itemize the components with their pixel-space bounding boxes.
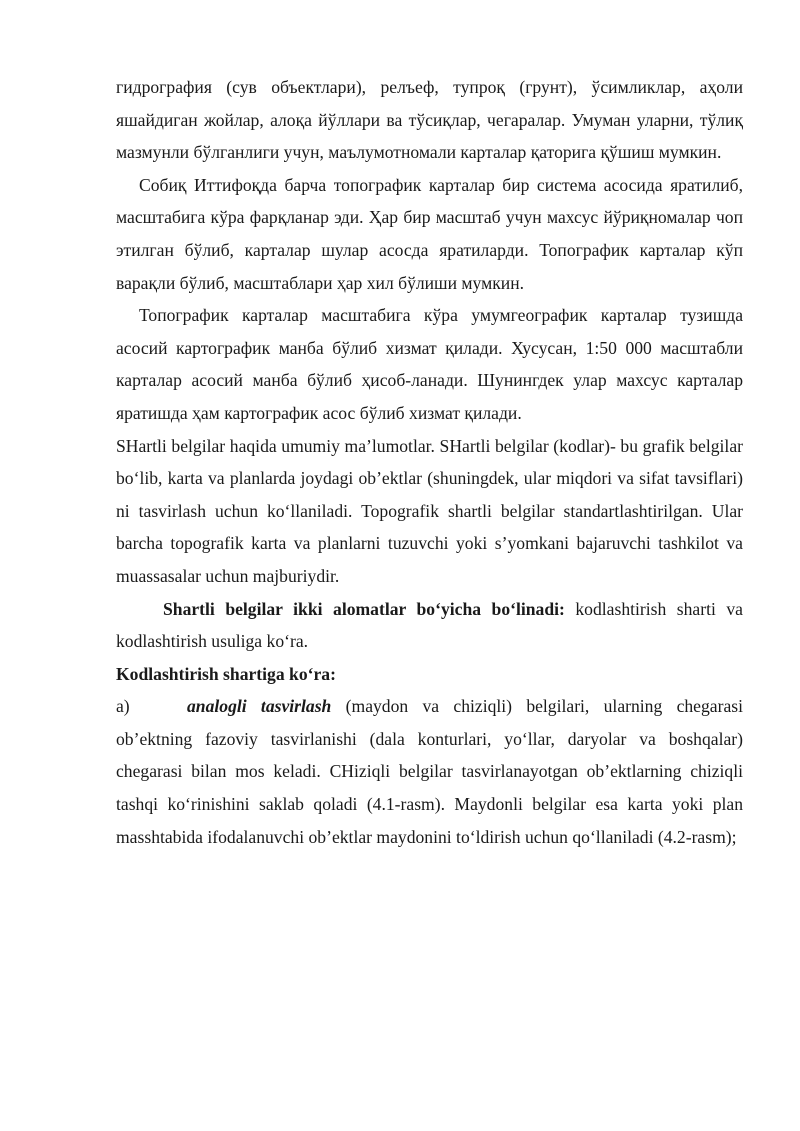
list-item-a: [116, 690, 743, 853]
paragraph-soviet-maps: Собиқ Иттифоқда барча топографик карталар бир система асосида яратилиб, масштабига кўра фарқланар эди. Ҳар бир масштаб учун махсус йўриқномалар чоп этилган бўлиб, карталар шулар асосда яратиларди. Топографик карталар кўп варақли бўлиб, масштаблари ҳар хил бўлиши мумкин.: [116, 174, 743, 293]
heading-coding-condition: Kodlashtirish shartiga ko‘ra:: [116, 663, 336, 684]
paragraph-conventional-signs: SHartli belgilar haqida umumiy ma’lumotlar. SHartli belgilar (kodlar)- bu grafik belgilar bo‘lib, karta va planlarda joydagi ob’ektlar (shuningdek, ular miqdori va sifat tavsiflari) ni tasvirlash uchun ko‘llaniladi. Topografik shartli belgilar standartlashtirilgan. Ular barcha topografik karta va planlarni tuzuvchi yoki s’yomkani bajaruvchi tashkilot va muassasalar uchun majburiydir.: [116, 435, 743, 586]
paragraph-sign-division: [116, 593, 743, 658]
list-item-a-text: (maydon va chiziqli) belgilari, ularning chegarasi ob’ektning fazoviy tasvirlanishi (dala konturlari, yo‘llar, daryolar va boshqalar) chegarasi bilan mos keladi. CHiziqli belgilar tasvirlanayotgan ob’ektlarning chiziqli tashqi ko‘rinishini saklab qoladi (4.1-rasm). Maydonli belgilar esa karta yoki plan masshtabida ifodalanuvchi ob’ektlar maydonini to‘ldirish uchun qo‘llaniladi (4.2-rasm);: [116, 696, 743, 847]
term-analog-depiction: analogli tasvirlash: [187, 696, 332, 717]
sign-division-text: kodlashtirish sharti va kodlashtirish usuliga ko‘ra.: [116, 598, 743, 652]
paragraph-topographic-scale: Топографик карталар масштабига кўра умумгеографик карталар тузишда асосий картографик манба бўлиб хизмат қилади. Хусусан, 1:50 000 масштабли карталар асосий манба бўлиб ҳисоб-ланади. Шунингдек улар махсус карталар яратишда ҳам картографик асос бўлиб хизмат қилади.: [116, 305, 743, 423]
paragraph-hydrography: гидрография (сув объектлари), релъеф, тупроқ (грунт), ўсимликлар, аҳоли яшайдиган жойлар, алоқа йўллари ва тўсиқлар, чегаралар. Умуман уларни, тўлиқ мазмунли бўлганлиги учун, маълумотномали карталар қаторига қўшиш мумкин.: [116, 77, 743, 163]
sign-division-lead: Shartli belgilar ikki alomatlar bo‘yicha bo‘linadi:: [163, 598, 565, 619]
document-body: [116, 71, 743, 853]
list-marker-a: a): [116, 696, 130, 717]
